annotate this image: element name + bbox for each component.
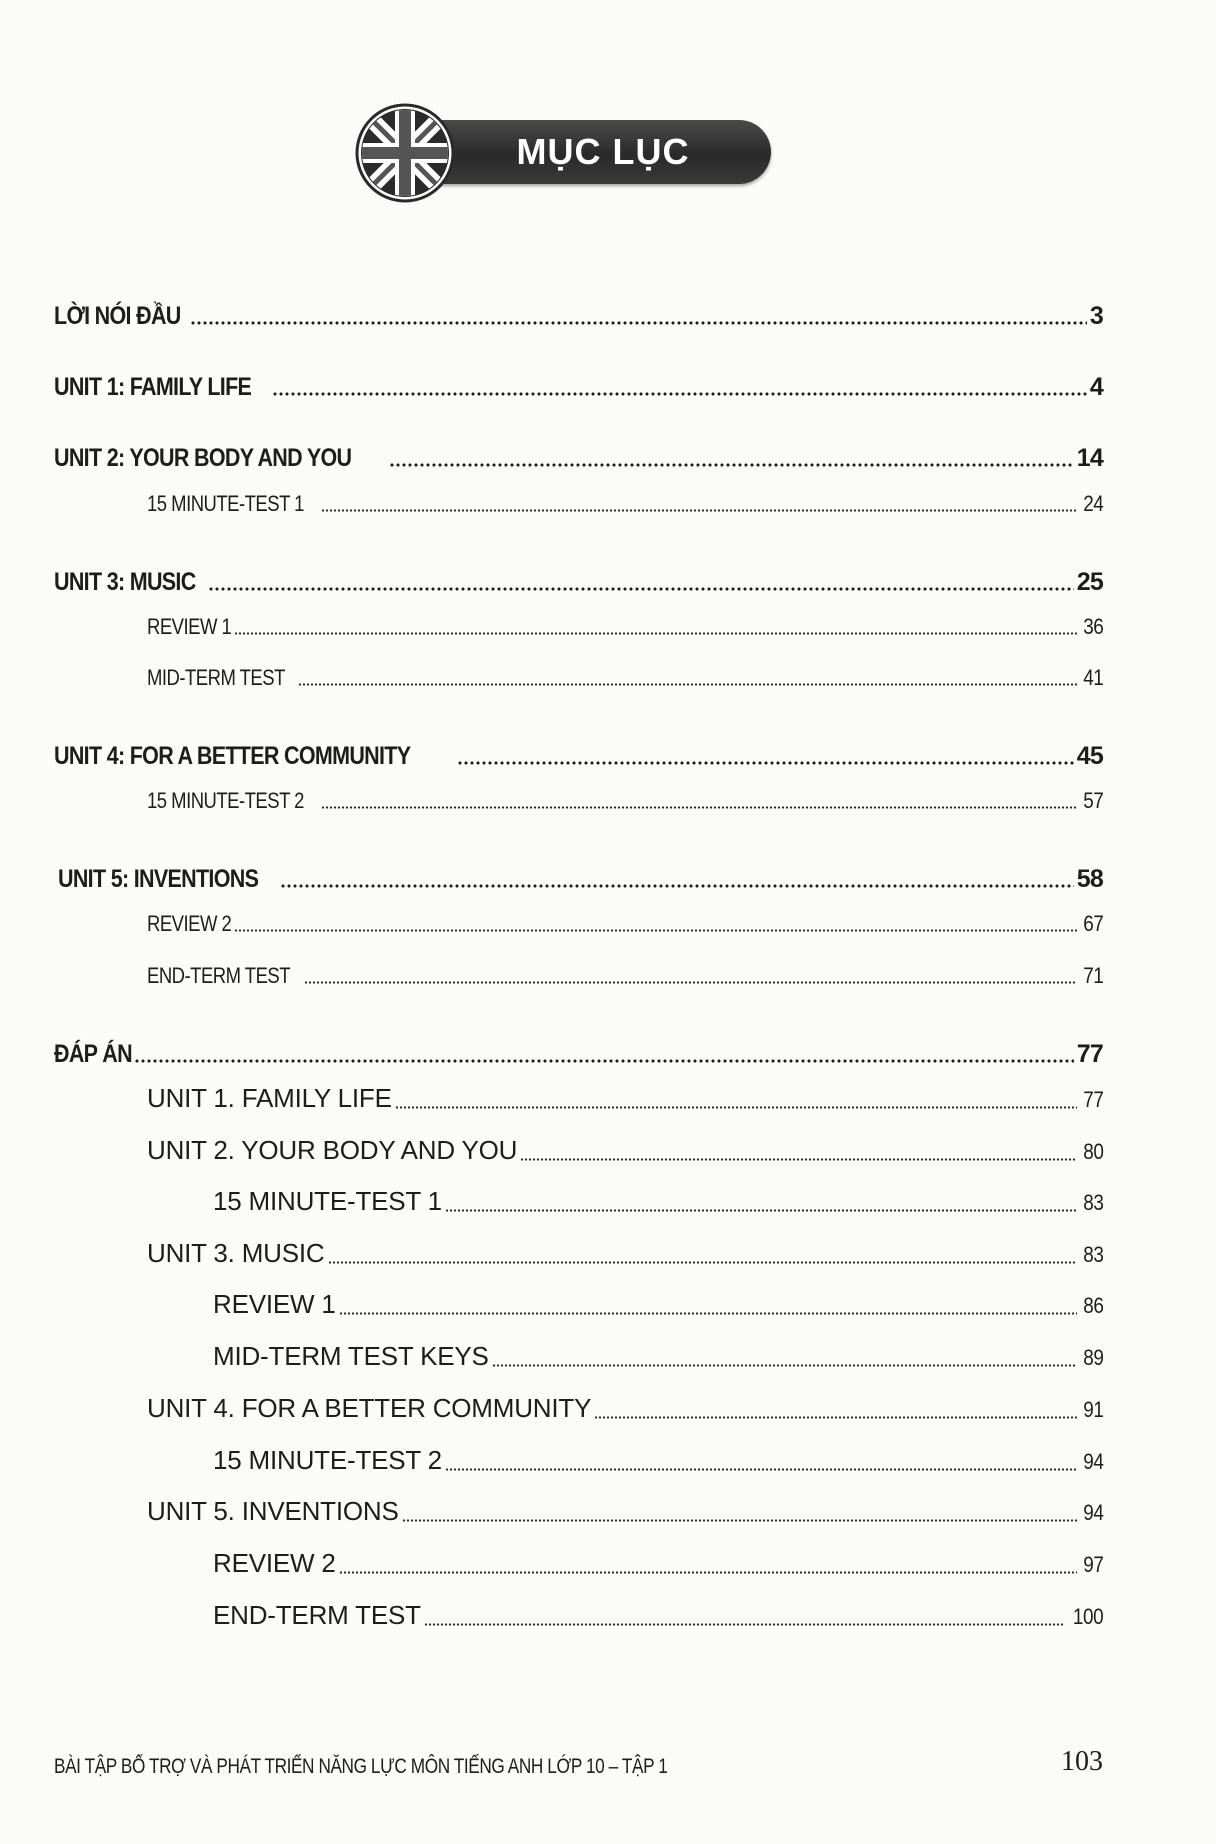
toc-entry-answers-unit-3[interactable] (147, 1238, 1103, 1269)
dot-leader (424, 1623, 1065, 1626)
toc-label: 15 MINUTE-TEST 1 (147, 491, 304, 516)
dot-leader (328, 1261, 1077, 1264)
dot-leader (272, 392, 1087, 396)
toc-label: 15 MINUTE-TEST 2 (213, 1445, 442, 1475)
toc-entry-answers-unit-5[interactable] (147, 1496, 1103, 1527)
toc-entry-preface[interactable] (54, 302, 1103, 331)
toc-label: REVIEW 1 (147, 614, 232, 639)
toc-entry-answers-review-2[interactable] (213, 1548, 1103, 1579)
toc-label: UNIT 4: FOR A BETTER COMMUNITY (54, 742, 411, 770)
dot-leader (402, 1519, 1077, 1522)
toc-page-number: 14 (1076, 444, 1103, 472)
toc-entry-mid-term-test[interactable] (147, 665, 1103, 691)
dot-leader (492, 1364, 1077, 1367)
toc-label: MID-TERM TEST (147, 665, 285, 690)
toc-page-number: 91 (1082, 1397, 1103, 1422)
toc-label: 15 MINUTE-TEST 2 (147, 788, 304, 813)
dot-leader (280, 884, 1074, 888)
dot-leader (389, 463, 1074, 467)
toc-page-number: 89 (1082, 1345, 1103, 1370)
toc-label: 15 MINUTE-TEST 1 (213, 1186, 442, 1216)
toc-page-number: 94 (1082, 1449, 1103, 1474)
toc-entry-test-2[interactable] (147, 788, 1103, 814)
dot-leader (321, 806, 1077, 809)
toc-page-number: 94 (1082, 1500, 1103, 1525)
toc-entry-answers-unit-4[interactable] (147, 1393, 1103, 1424)
toc-label: UNIT 4. FOR A BETTER COMMUNITY (147, 1393, 592, 1423)
toc-entry-answers[interactable] (54, 1040, 1103, 1069)
toc-entry-test-1[interactable] (147, 491, 1103, 517)
toc-page-number: 24 (1082, 491, 1103, 516)
toc-entry-unit-4[interactable] (54, 742, 1103, 771)
toc-label: REVIEW 1 (213, 1289, 336, 1319)
toc-label: UNIT 1: FAMILY LIFE (54, 373, 252, 401)
dot-leader (190, 321, 1087, 325)
toc-label: ĐÁP ÁN (54, 1040, 132, 1068)
toc-page-number: 45 (1076, 742, 1103, 770)
toc-page-number: 36 (1082, 614, 1103, 639)
toc-page-number: 83 (1082, 1190, 1103, 1215)
page-title: MỤC LỤC (516, 131, 690, 172)
dot-leader (234, 632, 1076, 635)
toc-label: END-TERM TEST (147, 963, 291, 988)
toc-label: REVIEW 2 (147, 911, 232, 936)
title-banner (355, 103, 775, 203)
toc-label: UNIT 2. YOUR BODY AND YOU (147, 1135, 518, 1165)
toc-entry-review-1[interactable] (147, 614, 1103, 640)
title-bar (403, 120, 771, 184)
toc-label: MID-TERM TEST KEYS (213, 1341, 489, 1371)
dot-leader (339, 1571, 1077, 1574)
dot-leader (594, 1416, 1076, 1419)
toc-entry-unit-1[interactable] (54, 373, 1103, 402)
toc-page-number: 71 (1082, 963, 1103, 988)
toc-page-number: 57 (1082, 788, 1103, 813)
dot-leader (339, 1312, 1077, 1315)
toc-entry-answers-review-1[interactable] (213, 1289, 1103, 1320)
dot-leader (298, 683, 1077, 686)
toc-entry-unit-3[interactable] (54, 568, 1103, 597)
toc-entry-answers-test-1[interactable] (213, 1186, 1103, 1217)
toc-page-number: 58 (1076, 865, 1103, 893)
toc-label: UNIT 3: MUSIC (54, 568, 196, 596)
toc-page-number: 100 (1072, 1604, 1103, 1629)
toc-label: LỜI NÓI ĐẦU (54, 302, 181, 330)
toc-entry-unit-2[interactable] (54, 444, 1103, 473)
toc-label: UNIT 5: INVENTIONS (58, 865, 259, 893)
toc-label: REVIEW 2 (213, 1548, 336, 1578)
toc-entry-unit-5[interactable] (58, 865, 1103, 894)
dot-leader (234, 929, 1076, 932)
dot-leader (134, 1059, 1074, 1063)
toc-page-number: 4 (1089, 373, 1103, 401)
toc-entry-answers-end-term[interactable] (213, 1600, 1103, 1631)
toc-page-number: 67 (1082, 911, 1103, 936)
toc-entry-answers-unit-1[interactable] (147, 1083, 1103, 1114)
toc-entry-answers-test-2[interactable] (213, 1445, 1103, 1476)
toc-page-number: 77 (1076, 1040, 1103, 1068)
toc-page-number: 97 (1082, 1552, 1103, 1577)
toc-entry-answers-unit-2[interactable] (147, 1135, 1103, 1166)
toc-label: UNIT 3. MUSIC (147, 1238, 325, 1268)
dot-leader (520, 1158, 1076, 1161)
footer-page-number: 103 (1061, 1746, 1103, 1777)
union-jack-flag-icon (355, 103, 455, 203)
dot-leader (445, 1468, 1077, 1471)
dot-leader (321, 509, 1077, 512)
toc-label: UNIT 2: YOUR BODY AND YOU (54, 444, 352, 472)
toc-label: END-TERM TEST (213, 1600, 421, 1630)
dot-leader (445, 1209, 1077, 1212)
toc-page-number: 77 (1082, 1087, 1103, 1112)
toc-page-number: 86 (1082, 1293, 1103, 1318)
toc-entry-answers-mid-term[interactable] (213, 1341, 1103, 1372)
toc-page-number: 3 (1089, 302, 1103, 330)
dot-leader (395, 1106, 1077, 1109)
toc-label: UNIT 5. INVENTIONS (147, 1496, 399, 1526)
dot-leader (208, 587, 1074, 591)
toc-label: UNIT 1. FAMILY LIFE (147, 1083, 392, 1113)
dot-leader (304, 981, 1076, 984)
toc-entry-review-2[interactable] (147, 911, 1103, 937)
toc-entry-end-term-test[interactable] (147, 963, 1103, 989)
toc-page-number: 80 (1082, 1139, 1103, 1164)
footer-book-title: BÀI TẬP BỔ TRỢ VÀ PHÁT TRIỂN NĂNG LỰC MÔN TIẾNG ANH LỚP 10 – TẬP 1 (54, 1755, 668, 1778)
toc-page-number: 41 (1082, 665, 1103, 690)
dot-leader (457, 761, 1073, 765)
toc-page-number: 83 (1082, 1242, 1103, 1267)
toc-page-number: 25 (1076, 568, 1103, 596)
